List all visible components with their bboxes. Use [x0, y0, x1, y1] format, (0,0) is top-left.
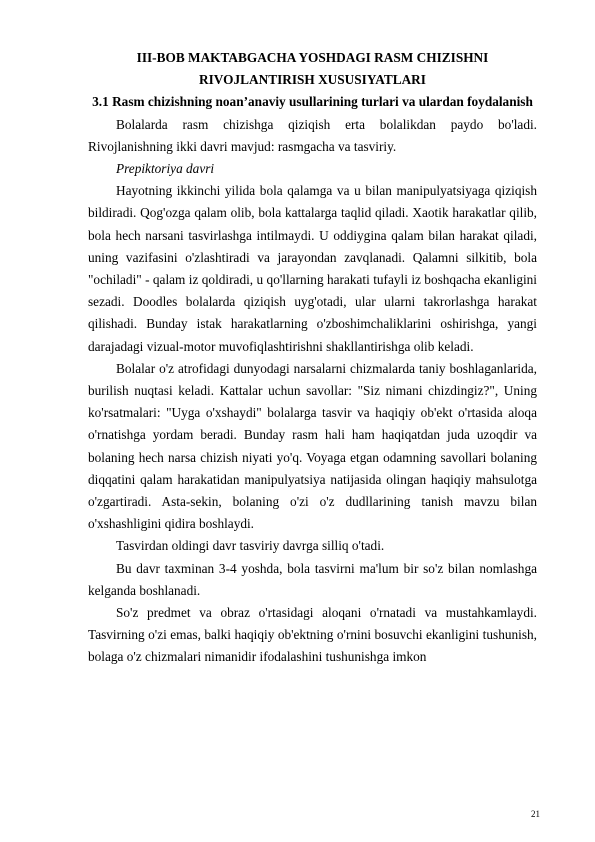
section-heading: 3.1 Rasm chizishning noan’anaviy usullarining turlari va ulardan foydalanish — [92, 94, 533, 110]
paragraph: Bu davr taxminan 3-4 yoshda, bola tasvirni ma'lum bir so'z bilan nomlashga kelganda boshlanadi. — [88, 560, 537, 598]
page-number: 21 — [531, 809, 540, 819]
paragraph: Bolalar o'z atrofidagi dunyodagi narsalarni chizmalarda taniy boshlaganlarida, burilish nuqtasi keladi. Kattalar uchun savollar: "Siz nimani chizdingiz?", Uning ko'rsatmalari: "Uyga o'xshaydi" bolalarga tasvir va haqiqiy ob'ekt o'rtasida aloqa o'rnatishga yordam beradi. Bunday rasm hali ham haqiqatdan juda uzoqdir va bolaning hech narsa chizish niyati yo'q. Voyaga etgan odamning savollari bolaning diqqatini qalam harakatidan manipulyatsiya natijasida olingan haqiqiy mahsulotga o'zgartiradi. Asta-sekin, bolaning o'zi o'z dudllarining tanish mavzu bilan o'xshashligini qidira boshlaydi. — [88, 360, 537, 532]
paragraph: So'z predmet va obraz o'rtasidagi aloqani o'rnatadi va mustahkamlaydi. Tasvirning o'zi emas, balki haqiqiy ob'ektning o'rnini bosuvchi ekanligini tushunish, bolaga o'z chizmalari nimanidir ifodalashini tushunishga imkon — [88, 605, 537, 665]
chapter-heading: III-BOB MAKTABGACHA YOSHDAGI RASM CHIZISHNI RIVOJLANTIRISH XUSUSIYATLARI — [136, 50, 489, 88]
paragraph: Bolalarda rasm chizishga qiziqish erta bolalikdan paydo bo'ladi. Rivojlanishning ikki davri mavjud: rasmgacha va tasviriy. — [88, 116, 537, 154]
subheading-prepictorial-period: Prepiktoriya davri — [116, 161, 215, 177]
paragraph: Tasvirdan oldingi davr tasviriy davrga silliq o'tadi. — [116, 538, 385, 554]
paragraph: Hayotning ikkinchi yilida bola qalamga va u bilan manipulyatsiyaga qiziqish bildiradi. Qog'ozga qalam olib, bola kattalarga taqlid qiladi. Xaotik harakatlar qilib, bola hech narsani tasvirlashga intilmaydi. U oddiygina qalam bilan harakat qiladi, uning vazifasini o'zlashtiradi va jarayondan zavqlanadi. Qalamni silkitib, bola "ochiladi" - qalam iz qoldiradi, u qo'llarning harakati tufayli iz boshqacha ekanligini sezadi. Doodles bolalarda qiziqish uyg'otadi, ular ularni takrorlashga harakat qilishadi. Bunday istak harakatlarning o'zboshimchaliklarini oshirishga, yangi darajadagi vizual-motor muvofiqlashtirishni shakllantirishga olib keladi. — [88, 183, 537, 354]
page-content — [88, 47, 537, 669]
